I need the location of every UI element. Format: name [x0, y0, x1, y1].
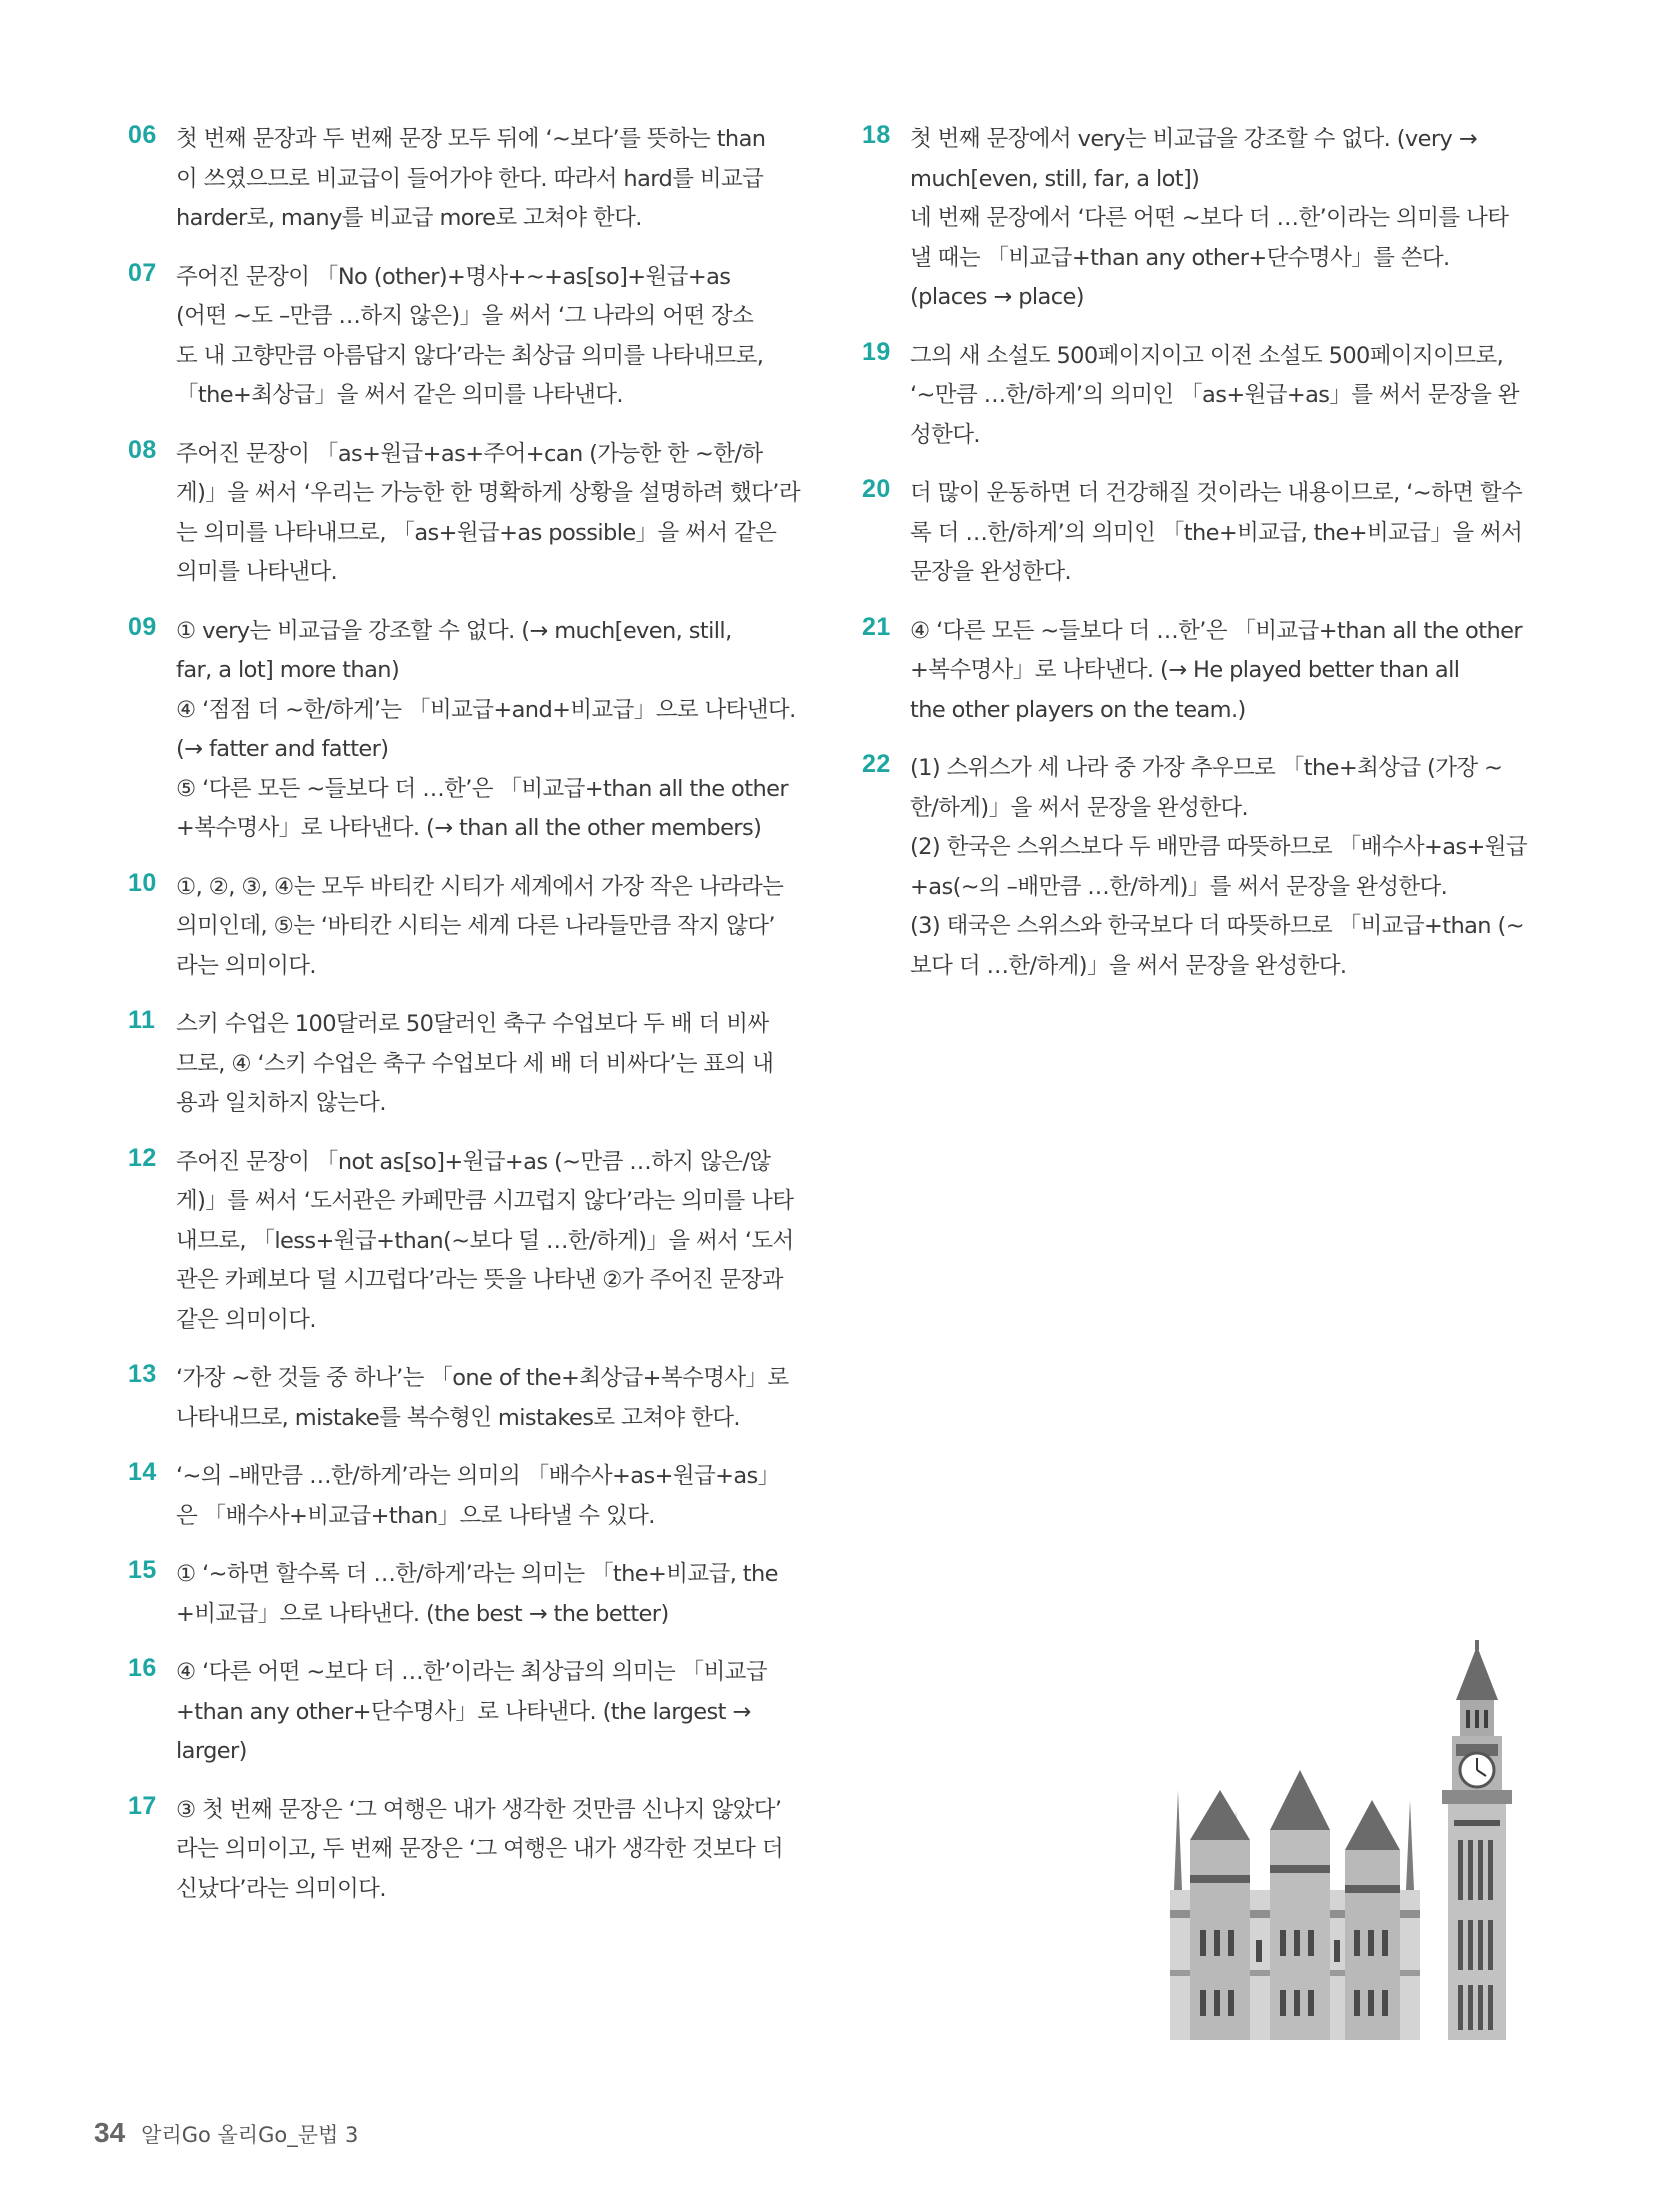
- explanation-line: ① ‘~하면 할수록 더 …한/하게’라는 의미는 「the+비교급, the: [176, 1561, 778, 1587]
- answer-item: [862, 474, 1522, 593]
- explanation-line: 의미인데, ⑤는 ‘바티칸 시티는 세계 다른 나라들만큼 작지 않다’: [176, 913, 775, 939]
- explanation-line: +복수명사」로 나타낸다. (→ He played better than all: [910, 657, 1460, 683]
- explanation-line: the other players on the team.): [910, 696, 1246, 723]
- explanation-line: 주어진 문장이 「as+원급+as+주어+can (가능한 한 ~한/하: [176, 440, 763, 467]
- explanation-line: 은 「배수사+비교급+than」으로 나타낼 수 있다.: [176, 1502, 655, 1529]
- explanation-line: harder로, many를 비교급 more로 고쳐야 한다.: [176, 205, 642, 231]
- explanation-line: 게)」를 써서 ‘도서관은 카페만큼 시끄럽지 않다’라는 의미를 나타: [176, 1188, 794, 1214]
- explanation-line: 라는 의미이다.: [176, 952, 316, 979]
- answer-number: 10: [128, 868, 157, 897]
- answer-number: 08: [128, 435, 157, 464]
- explanation-line: 나타내므로, mistake를 복수형인 mistakes로 고쳐야 한다.: [176, 1404, 740, 1431]
- answer-item: [128, 1457, 786, 1536]
- answer-number: 09: [128, 612, 157, 641]
- explanation-line: +복수명사」로 나타낸다. (→ than all the other members): [176, 815, 762, 841]
- explanation-line: 관은 카페보다 덜 시끄럽다’라는 뜻을 나타낸 ②가 주어진 문장과: [176, 1267, 783, 1293]
- explanation-line: 문장을 완성한다.: [910, 559, 1072, 585]
- big-ben-parliament-illustration: [1170, 1640, 1522, 2040]
- explanation-line: 이 쓰였으므로 비교급이 들어가야 한다. 따라서 hard를 비교급: [176, 165, 764, 192]
- explanation-line: 주어진 문장이 「No (other)+명사+~+as[so]+원급+as: [176, 263, 731, 290]
- answer-number: 19: [862, 337, 891, 366]
- answer-number: 22: [862, 750, 891, 778]
- explanation-line: ① very는 비교급을 강조할 수 없다. (→ much[even, still,: [176, 617, 732, 644]
- explanation-line: +비교급」으로 나타낸다. (the best → the better): [176, 1600, 669, 1627]
- answer-item: [128, 435, 800, 593]
- explanation-line: 의미를 나타낸다.: [176, 559, 338, 585]
- answer-number: 20: [862, 475, 891, 503]
- page-number: 34: [94, 2117, 126, 2148]
- page-footer: [94, 2117, 358, 2149]
- explanation-line: far, a lot] more than): [176, 657, 400, 683]
- explanation-line: 첫 번째 문장과 두 번째 문장 모두 뒤에 ‘~보다’를 뜻하는 than: [176, 126, 766, 152]
- answer-number: 06: [128, 121, 157, 149]
- answer-number: 21: [862, 612, 891, 641]
- explanation-line: larger): [176, 1738, 247, 1764]
- explanation-line: 도 내 고향만큼 아름답지 않다’라는 최상급 의미를 나타내므로,: [176, 342, 764, 369]
- explanation-line: 내므로, 「less+원급+than(~보다 덜 …한/하게)」을 써서 ‘도서: [176, 1227, 794, 1254]
- explanation-line: 같은 의미이다.: [176, 1306, 316, 1333]
- answer-item: [128, 1005, 786, 1124]
- explanation-line: (2) 한국은 스위스보다 두 배만큼 따뜻하므로 「배수사+as+원급: [910, 834, 1528, 860]
- explanation-line: ‘~의 –배만큼 …한/하게’라는 의미의 「배수사+as+원급+as」: [176, 1463, 780, 1489]
- answer-item: [862, 120, 1522, 318]
- answer-number: 15: [128, 1556, 157, 1584]
- answer-item: [128, 1555, 786, 1634]
- explanation-line: 주어진 문장이 「not as[so]+원급+as (~만큼 …하지 않은/않: [176, 1148, 771, 1175]
- explanation-line: (places → place): [910, 284, 1084, 310]
- explanation-line: 첫 번째 문장에서 very는 비교급을 강조할 수 없다. (very →: [910, 126, 1478, 152]
- explanation-line: 「the+최상급」을 써서 같은 의미를 나타낸다.: [176, 382, 623, 408]
- book-title: 알리Go 올리Go_문법 3: [141, 2123, 359, 2147]
- explanation-line: ‘~만큼 …한/하게’의 의미인 「as+원급+as」를 써서 문장을 완: [910, 382, 1519, 408]
- explanation-line: 한/하게)」을 써서 문장을 완성한다.: [910, 794, 1249, 821]
- answer-number: 13: [128, 1360, 157, 1388]
- answer-item: [862, 337, 1522, 456]
- answer-item: [128, 1791, 786, 1910]
- explanation-line: 므로, ④ ‘스키 수업은 축구 수업보다 세 배 더 비싸다’는 표의 내: [176, 1050, 774, 1077]
- explanation-line: ④ ‘점점 더 ~한/하게’는 「비교급+and+비교급」으로 나타낸다.: [176, 696, 796, 723]
- explanation-line: (→ fatter and fatter): [176, 736, 389, 762]
- right-column: [862, 120, 1528, 1005]
- explanation-line: (1) 스위스가 세 나라 중 가장 추우므로 「the+최상급 (가장 ~: [910, 755, 1503, 781]
- answer-item: [128, 1143, 794, 1341]
- answer-item: [128, 120, 786, 239]
- explanation-line: +as(~의 –배만큼 …한/하게)」를 써서 문장을 완성한다.: [910, 873, 1448, 900]
- answer-number: 07: [128, 258, 157, 287]
- answer-item: [128, 868, 786, 987]
- explanation-line: (3) 태국은 스위스와 한국보다 더 따뜻하므로 「비교급+than (~: [910, 913, 1524, 939]
- answer-number: 12: [128, 1143, 157, 1172]
- explanation-line: 성한다.: [910, 421, 980, 448]
- explanation-line: ③ 첫 번째 문장은 ‘그 여행은 내가 생각한 것만큼 신나지 않았다’: [176, 1796, 782, 1823]
- answer-item: [128, 258, 786, 416]
- explanation-line: (어떤 ~도 –만큼 …하지 않은)」을 써서 ‘그 나라의 어떤 장소: [176, 303, 754, 329]
- explanation-line: 록 더 …한/하게’의 의미인 「the+비교급, the+비교급」을 써서: [910, 519, 1523, 546]
- answer-item: [862, 749, 1528, 986]
- answer-item: [128, 612, 796, 849]
- explanation-line: 낼 때는 「비교급+than any other+단수명사」를 쓴다.: [910, 244, 1450, 271]
- explanation-line: ‘가장 ~한 것들 중 하나’는 「one of the+최상급+복수명사」로: [176, 1365, 789, 1391]
- explanation-line: 더 많이 운동하면 더 건강해질 것이라는 내용이므로, ‘~하면 할수: [910, 480, 1523, 506]
- explanation-line: 스키 수업은 100달러로 50달러인 축구 수업보다 두 배 더 비싸: [176, 1011, 769, 1037]
- explanation-line: ④ ‘다른 모든 ~들보다 더 …한’은 「비교급+than all the other: [910, 617, 1522, 644]
- answer-number: 11: [128, 1006, 156, 1034]
- left-column: [128, 120, 800, 1928]
- explanation-line: +than any other+단수명사」로 나타낸다. (the largest →: [176, 1698, 751, 1725]
- answer-item: [862, 612, 1522, 731]
- explanation-line: 라는 의미이고, 두 번째 문장은 ‘그 여행은 내가 생각한 것보다 더: [176, 1836, 784, 1862]
- explanation-line: 네 번째 문장에서 ‘다른 어떤 ~보다 더 …한’이라는 의미를 나타: [910, 205, 1509, 231]
- explanation-line: ①, ②, ③, ④는 모두 바티칸 시티가 세계에서 가장 작은 나라라는: [176, 873, 784, 900]
- answer-number: 17: [128, 1791, 157, 1820]
- answer-number: 18: [862, 121, 891, 149]
- answer-number: 14: [128, 1458, 157, 1486]
- explanation-line: 는 의미를 나타내므로, 「as+원급+as possible」을 써서 같은: [176, 519, 777, 546]
- explanation-line: much[even, still, far, a lot]): [910, 165, 1200, 192]
- explanation-line: 용과 일치하지 않는다.: [176, 1090, 386, 1116]
- answer-number: 16: [128, 1654, 157, 1682]
- answer-item: [128, 1653, 786, 1772]
- explanation-line: 게)」을 써서 ‘우리는 가능한 한 명확하게 상황을 설명하려 했다’라: [176, 480, 800, 506]
- explanation-line: 그의 새 소설도 500페이지이고 이전 소설도 500페이지이므로,: [910, 342, 1504, 369]
- explanation-line: 보다 더 …한/하게)」을 써서 문장을 완성한다.: [910, 952, 1347, 979]
- explanation-line: 신났다’라는 의미이다.: [176, 1875, 386, 1902]
- explanation-line: ④ ‘다른 어떤 ~보다 더 …한’이라는 최상급의 의미는 「비교급: [176, 1659, 767, 1685]
- explanation-line: ⑤ ‘다른 모든 ~들보다 더 …한’은 「비교급+than all the other: [176, 775, 788, 802]
- answer-item: [128, 1359, 789, 1438]
